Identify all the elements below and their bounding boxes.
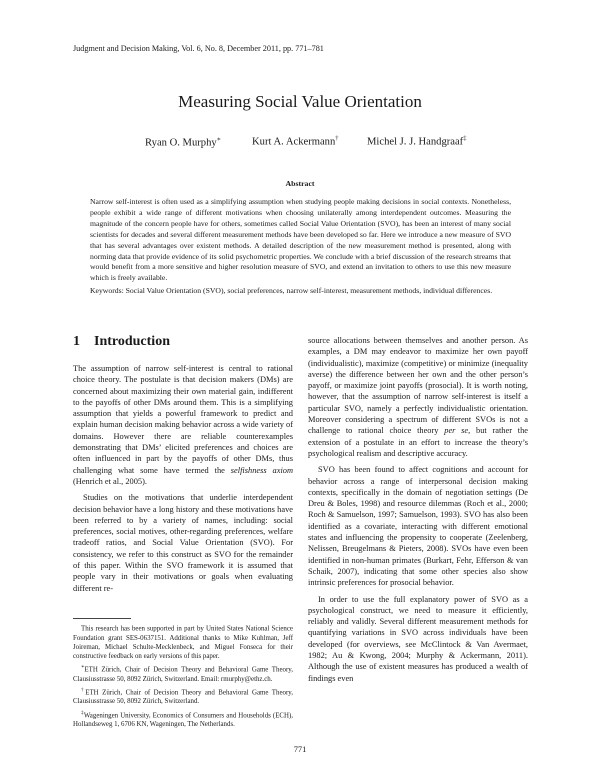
author-2	[252, 135, 339, 148]
abstract-text: Narrow self-interest is often used as a simplifying assumption when studying people making decisions in social contexts. Nonetheless, people exhibit a wide range of different motivations when choosing unilaterally among interdependent outcomes. Measuring the magnitude of the concern people have for others, sometimes called Social Value Orientation (SVO), has been an interest of many social scientists for decades and several different measurement methods have been developed so far. Here we introduce a new measure of SVO that has several advantages over existent methods. A detailed description of the new measurement method is presented, along with norming data that provide evidence of its solid psychometric properties. We conclude with a brief discussion of the research streams that would benefit from a more sensitive and higher resolution measure of SVO, and extend an invitation to others to use this new measure which is freely available.	[90, 197, 511, 283]
footnote-text: Wageningen University, Economics of Consumers and Households (ECH), Hollandseweg 1, 6706 KN, Wageningen, The Netherlands.	[73, 711, 293, 729]
footnote	[73, 622, 293, 661]
text-run: , but rather the extension of a postulate in an effort to increase the theory’s psychological realism and descriptive accuracy.	[308, 426, 528, 458]
author-name: Ryan O. Murphy	[145, 137, 217, 149]
footnote	[73, 709, 293, 730]
text-run: (Henrich et al., 2005).	[73, 476, 147, 486]
section-number: 1	[73, 334, 80, 349]
author-mark: ‡	[463, 135, 467, 142]
footnote-text: ETH Zürich, Chair of Decision Theory and Behavioral Game Theory, Clausiusstrasse 50, 8092 Zürich, Switzerland. Email: rmurphy@ethz.ch.	[73, 666, 293, 683]
paragraph	[73, 363, 293, 487]
paragraph: In order to use the full explanatory power of SVO as a psychological construct, we need to measure it efficiently, reliably and validly. Several different measurement methods for quantifying variations in SVO across individuals have been developed (for overviews, see McClintock & Van Avermaet, 1982; Au & Kwong, 2004; Murphy & Ackermann, 2011). Although the use of existent measures has produced a wealth of findings even	[308, 594, 528, 683]
section-title: Introduction	[94, 334, 170, 349]
footnotes	[73, 622, 293, 731]
paper-title: Measuring Social Value Orientation	[178, 92, 422, 111]
italic-term: selfishness axiom	[230, 465, 294, 475]
author-3	[367, 135, 466, 148]
footnote-mark: ‡	[81, 710, 84, 716]
footnote	[73, 686, 293, 707]
footnote-mark: †	[81, 687, 86, 693]
section-heading	[73, 334, 170, 350]
text-run: The assumption of narrow self-interest is central to rational choice theory. The postulate is that decision makers (DMs) are concerned about maximizing their own material gain, indifferent to the payoffs of other DMs around them. This is a simplifying assumption that yields a powerful framework to predict and explain human decision making behavior across a wide variety of domains. However there are reliable counterexamples demonstrating that DMs’ elicited preferences and choices are often influenced in part by the payoffs of other DMs, thus challenging what some have termed the	[73, 364, 293, 475]
text-run: source allocations between themselves and another person. As examples, a DM may endeavor to maximize her own payoff (individualistic), maximize (competitive) or minimize (inequality averse) the difference between her own and the other person’s payoff, or maximize joint payoffs (prosocial). It is worth noting, however, that the assumption of narrow self-interest is itself a particular SVO, namely a perfectly individualistic orientation. Moreover considering a spectrum of different SVOs is not a challenge to rational choice theory	[308, 336, 528, 436]
footnote-text: This research has been supported in part by United States National Science Foundation grant SES-0637151. Additional thanks to Mike Kuhlman, Jeff Joireman, Michael Schulte-Mecklenbeck, and Miguel Fonseca for their constructive feedback on early versions of this paper.	[73, 625, 293, 660]
author-mark: ∗	[216, 136, 222, 143]
italic-term: per se	[444, 426, 469, 436]
paragraph: SVO has been found to affect cognitions and account for behavior across a range of interpersonal decision making contexts, specifically in the domain of negotiation settings (De Dreu & Boles, 1998) and resource dilemmas (Roch et al., 2000; Roch & Samuelson, 1997; Samuelson, 1993). SVO has also been identified as a covariate, interacting with different emotional states and influencing the propensity to cooperate (Zeelenberg, Nelissen, Breugelmans & Pieters, 2008). SVOs have even been identified in non-human primates (Burkart, Fehr, Efferson & van Schaik, 2007), indicating that some other species also show intrinsic preferences for prosocial behavior.	[308, 465, 528, 588]
footnote	[73, 663, 293, 684]
footnote-mark: ∗	[81, 665, 85, 671]
paragraph: Studies on the motivations that underlie interdependent decision behavior have a long history and these motivations have been referred to by a variety of names, including: social preferences, social motives, other-regarding preferences, welfare tradeoff ratios, and Social Value Orientation (SVO). For consistency, we refer to this construct as SVO for the remainder of this paper. Within the SVO framework it is assumed that people vary in their motivations or goals when evaluating different re-	[73, 493, 293, 593]
paragraph	[308, 335, 528, 459]
abstract-body	[90, 197, 511, 297]
footnote-text: ETH Zürich, Chair of Decision Theory and Behavioral Game Theory, Clausiusstrasse 50, 8092 Zürich, Switzerland.	[73, 689, 293, 706]
abstract-heading: Abstract	[285, 179, 315, 188]
author-1	[145, 135, 221, 149]
author-mark: †	[335, 135, 339, 142]
right-column	[308, 335, 528, 689]
left-column	[73, 363, 293, 599]
author-name: Kurt A. Ackermann	[252, 136, 336, 148]
author-name: Michel J. J. Handgraaf	[367, 136, 464, 148]
page-number: 771	[293, 745, 307, 754]
journal-citation: Judgment and Decision Making, Vol. 6, No. 8, December 2011, pp. 771–781	[73, 44, 324, 53]
keywords: Keywords: Social Value Orientation (SVO), social preferences, narrow self-interest, measurement methods, individual differences.	[90, 286, 493, 296]
footnote-rule	[73, 618, 131, 619]
